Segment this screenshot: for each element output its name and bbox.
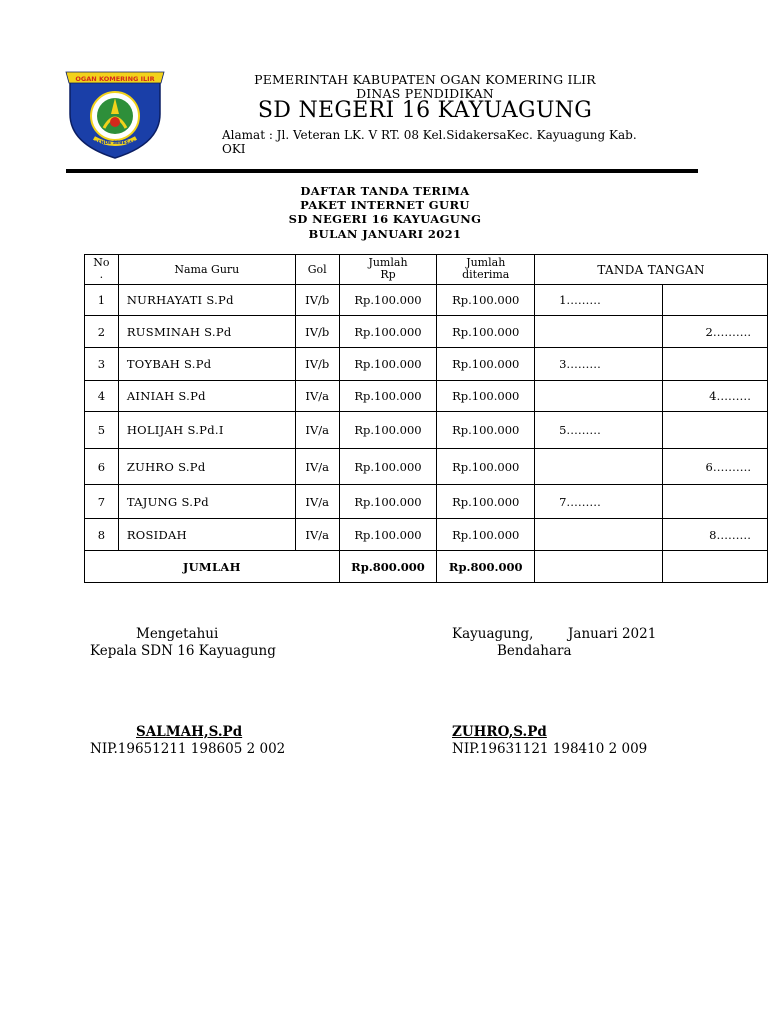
header-no-line-2: . [99,268,104,281]
row-sign-left: 3……… [535,348,663,381]
table-header-row [85,255,768,285]
department-heading: DINAS PENDIDIKAN [356,86,494,101]
row-received: Rp.100.000 [437,485,535,519]
row-no: 3 [85,348,119,381]
row-no: 7 [85,485,119,519]
row-sign-left [535,316,663,348]
total-received: Rp.800.000 [437,551,535,583]
treasurer-name: ZUHRO,S.Pd [452,724,547,740]
row-gol: IV/a [295,412,339,449]
treasurer-nip: NIP.19631121 198410 2 009 [452,741,648,757]
school-address [222,128,662,156]
row-sign-right: 8……… [663,519,768,551]
row-amount: Rp.100.000 [339,316,437,348]
table-row [85,412,768,449]
header-no [85,255,119,285]
table-total-row [85,551,768,583]
row-received: Rp.100.000 [437,449,535,485]
header-amount-line-1: Jumlah [368,256,408,269]
document-title-line-3: SD NEGERI 16 KAYUAGUNG [288,212,482,226]
ogan-komering-ilir-emblem [64,68,166,160]
table-row [85,285,768,316]
row-sign-left [535,449,663,485]
row-amount: Rp.100.000 [339,485,437,519]
header-name: Nama Guru [118,255,295,285]
row-amount: Rp.100.000 [339,285,437,316]
row-amount: Rp.100.000 [339,412,437,449]
row-received: Rp.100.000 [437,412,535,449]
row-gol: IV/b [295,316,339,348]
address-line-2: OKI [222,142,246,156]
place-label: Kayuagung, [452,626,534,642]
total-label: JUMLAH [85,551,340,583]
row-sign-right: 4……… [663,381,768,412]
table-row [85,381,768,412]
row-name: RUSMINAH S.Pd [118,316,295,348]
row-amount: Rp.100.000 [339,348,437,381]
row-sign-right [663,285,768,316]
emblem-motto-text: BENDE SEBESAR [94,141,136,146]
row-received: Rp.100.000 [437,285,535,316]
row-no: 1 [85,285,119,316]
document-title-line-1: DAFTAR TANDA TERIMA [300,184,470,198]
row-no: 4 [85,381,119,412]
row-name: NURHAYATI S.Pd [118,285,295,316]
header-gol: Gol [295,255,339,285]
header-received-line-1: Jumlah [466,256,506,269]
row-sign-left: 1……… [535,285,663,316]
total-sign-right [663,551,768,583]
row-name: AINIAH S.Pd [118,381,295,412]
row-sign-right: 2………. [663,316,768,348]
header-no-line-1: No [93,256,110,269]
row-sign-left [535,519,663,551]
document-title-line-4: BULAN JANUARI 2021 [308,227,462,241]
document-title-line-2: PAKET INTERNET GURU [300,198,470,212]
header-received-line-2: diterima [462,268,510,281]
header-signature: TANDA TANGAN [535,255,768,285]
row-received: Rp.100.000 [437,348,535,381]
emblem-banner-text: OGAN KOMERING ILIR [75,75,155,83]
row-amount: Rp.100.000 [339,449,437,485]
date-label: Januari 2021 [568,626,657,642]
row-gol: IV/b [295,348,339,381]
row-name: TOYBAH S.Pd [118,348,295,381]
row-name: HOLIJAH S.Pd.I [118,412,295,449]
row-no: 2 [85,316,119,348]
table-row [85,316,768,348]
row-gol: IV/a [295,519,339,551]
row-gol: IV/a [295,485,339,519]
school-name-heading: SD NEGERI 16 KAYUAGUNG [257,98,593,123]
headmaster-name: SALMAH,S.Pd [136,724,243,740]
acknowledged-label: Mengetahui [136,626,219,642]
row-no: 5 [85,412,119,449]
treasurer-title: Bendahara [497,643,572,659]
header-amount-line-2: Rp [380,268,396,281]
row-no: 6 [85,449,119,485]
row-received: Rp.100.000 [437,519,535,551]
receipt-table [84,254,768,583]
row-gol: IV/b [295,285,339,316]
total-amount: Rp.800.000 [339,551,437,583]
row-received: Rp.100.000 [437,316,535,348]
header-amount [339,255,437,285]
row-sign-left: 7……… [535,485,663,519]
row-sign-left [535,381,663,412]
table-row [85,519,768,551]
header-received [437,255,535,285]
table-row [85,348,768,381]
row-amount: Rp.100.000 [339,381,437,412]
row-amount: Rp.100.000 [339,519,437,551]
government-heading: PEMERINTAH KABUPATEN OGAN KOMERING ILIR [254,72,596,87]
headmaster-nip: NIP.19651211 198605 2 002 [90,741,286,757]
row-received: Rp.100.000 [437,381,535,412]
row-no: 8 [85,519,119,551]
row-name: ZUHRO S.Pd [118,449,295,485]
row-gol: IV/a [295,381,339,412]
row-sign-left: 5……… [535,412,663,449]
table-row [85,485,768,519]
total-sign-left [535,551,663,583]
row-name: TAJUNG S.Pd [118,485,295,519]
row-sign-right: 6………. [663,449,768,485]
headmaster-title: Kepala SDN 16 Kayuagung [90,643,276,659]
row-sign-right [663,348,768,381]
row-sign-right [663,485,768,519]
address-line-1: Alamat : Jl. Veteran LK. V RT. 08 Kel.SidakersaKec. Kayuagung Kab. [222,128,637,142]
row-gol: IV/a [295,449,339,485]
letterhead-divider [66,169,698,173]
table-row [85,449,768,485]
row-name: ROSIDAH [118,519,295,551]
row-sign-right [663,412,768,449]
